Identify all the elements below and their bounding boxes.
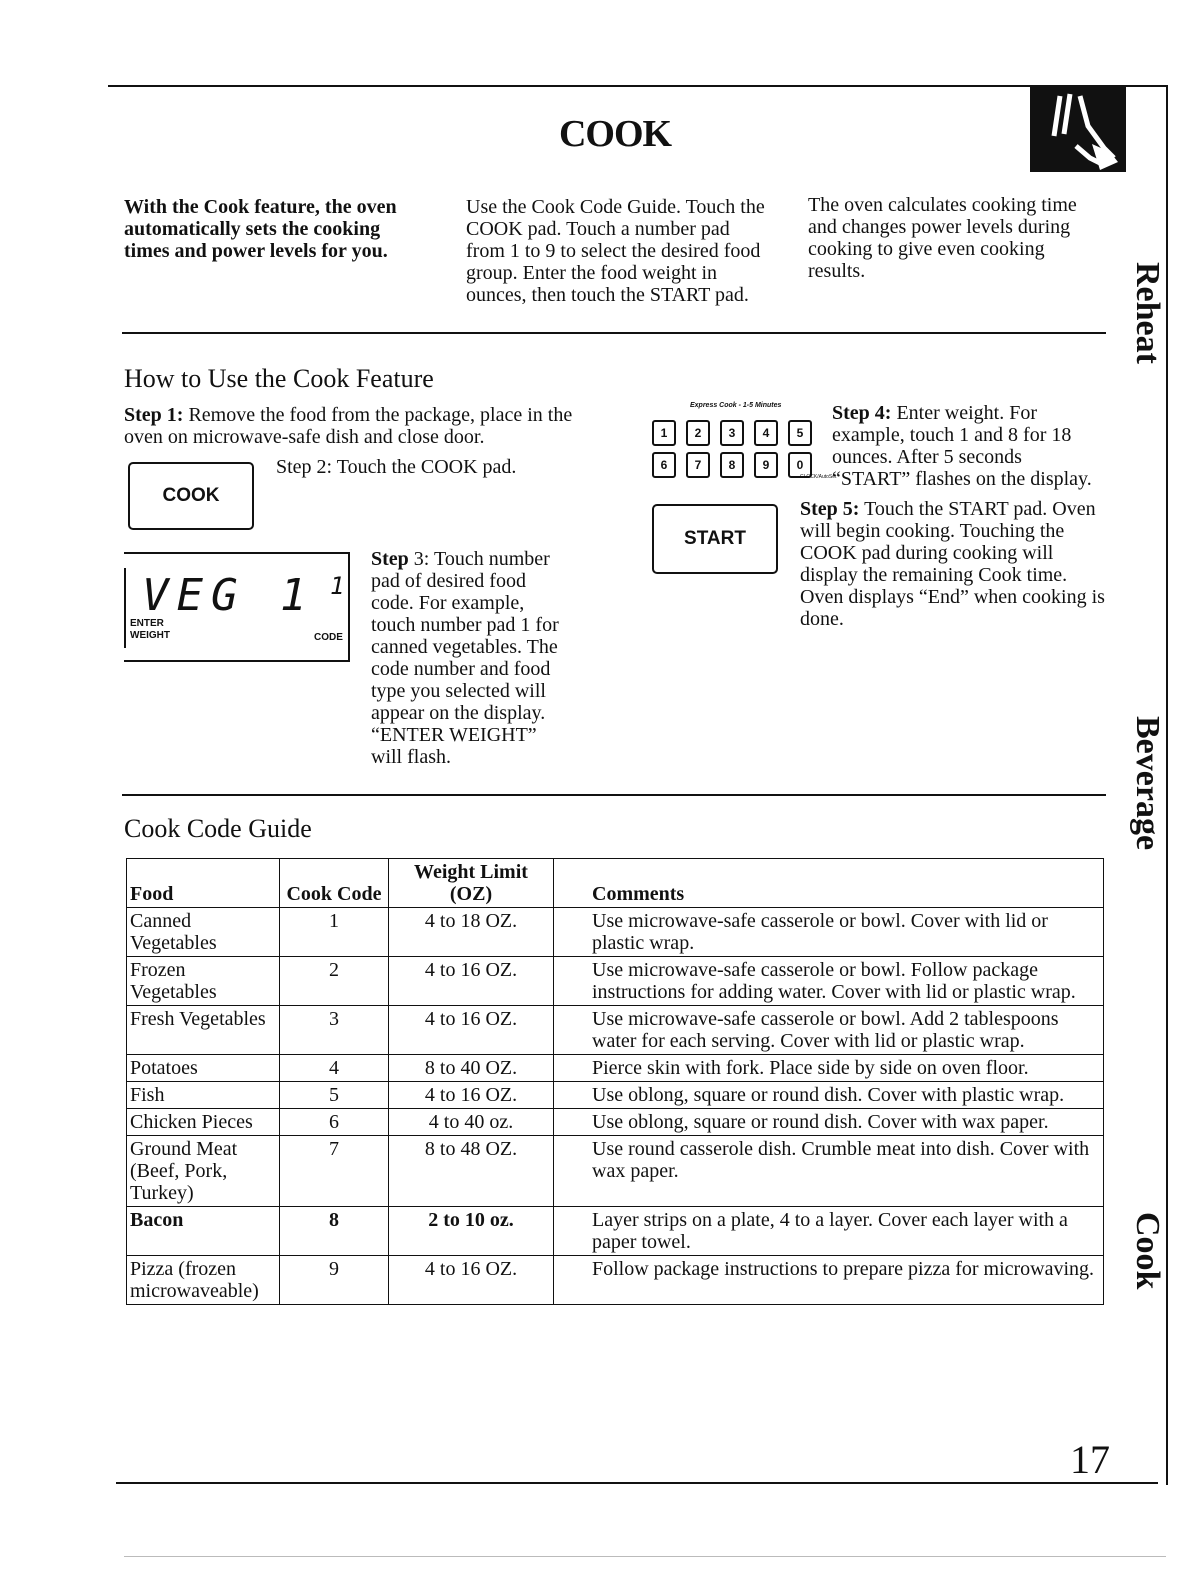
step-1-label: Step 1: — [124, 404, 184, 426]
keypad-key-4[interactable]: 4 — [754, 420, 778, 446]
header-weight-limit: Weight Limit (OZ) — [389, 859, 554, 908]
intro-column-2: Use the Cook Code Guide. Touch the COOK pad. Touch a number pad from 1 to 9 to select the desired food group. Enter the food weight in ounces, then touch the START pad. — [466, 196, 765, 306]
weight-cell: 4 to 16 OZ. — [389, 1006, 554, 1055]
weight-cell: 4 to 16 OZ. — [389, 957, 554, 1006]
weight-cell: 4 to 16 OZ. — [389, 1256, 554, 1305]
food-cell: Chicken Pieces — [127, 1109, 280, 1136]
table-row — [127, 908, 1104, 957]
table-header-row — [127, 859, 1104, 908]
comments-cell: Layer strips on a plate, 4 to a layer. Cover each layer with a paper towel. — [554, 1207, 1104, 1256]
food-cell: Bacon — [127, 1207, 280, 1256]
number-keypad — [652, 414, 822, 476]
comments-cell: Pierce skin with fork. Place side by side on oven floor. — [554, 1055, 1104, 1082]
keypad-key-9[interactable]: 9 — [754, 452, 778, 478]
start-pad[interactable] — [652, 504, 778, 574]
section-rule-1 — [122, 332, 1106, 334]
header-food: Food — [127, 859, 280, 908]
food-cell: Fish — [127, 1082, 280, 1109]
display-top-line — [124, 552, 350, 554]
table-row — [127, 1256, 1104, 1305]
food-cell: Ground Meat (Beef, Pork, Turkey) — [127, 1136, 280, 1207]
food-cell: Frozen Vegetables — [127, 957, 280, 1006]
intro-column-3: The oven calculates cooking time and changes power levels during cooking to give even cooking results. — [808, 194, 1077, 282]
hand-pressing-button-icon — [1030, 86, 1126, 172]
table-row — [127, 1136, 1104, 1207]
keypad-key-7[interactable]: 7 — [686, 452, 710, 478]
keypad-key-6[interactable]: 6 — [652, 452, 676, 478]
guide-heading: Cook Code Guide — [124, 814, 312, 843]
start-pad-label: START — [684, 528, 746, 549]
side-tab-beverage: Beverage — [1129, 716, 1166, 851]
step-3 — [371, 548, 567, 768]
comments-cell: Use microwave-safe casserole or bowl. Follow package instructions for adding water. Cover with lid or plastic wrap. — [554, 957, 1104, 1006]
display-enter-label: ENTER — [130, 618, 164, 629]
intro-column-1: With the Cook feature, the oven automatically sets the cooking times and power levels for you. — [124, 196, 397, 262]
footer-faint-rule — [124, 1556, 1166, 1557]
display-code-label: CODE — [314, 632, 343, 643]
step-5 — [800, 498, 1106, 630]
bottom-rule — [116, 1482, 1158, 1484]
keypad-subcaption: CLOCK/AutoSet — [800, 474, 837, 480]
how-to-heading: How to Use the Cook Feature — [124, 364, 434, 393]
display-main-readout: VEG 1 — [142, 570, 315, 621]
keypad-key-0[interactable]: 0 — [788, 452, 812, 478]
right-edge-rule — [1166, 85, 1168, 1485]
step-5-text: Touch the START pad. Oven will begin cooking. Touching the COOK pad during cooking will display the remaining Cook time. Oven displays “End” when cooking is done. — [800, 498, 1105, 630]
code-cell: 2 — [280, 957, 389, 1006]
weight-cell: 8 to 48 OZ. — [389, 1136, 554, 1207]
comments-cell: Use round casserole dish. Crumble meat into dish. Cover with wax paper. — [554, 1136, 1104, 1207]
step-1-text: Remove the food from the package, place in the oven on microwave-safe dish and close door. — [124, 404, 573, 448]
weight-cell: 2 to 10 oz. — [389, 1207, 554, 1256]
step-4-label: Step 4: — [832, 402, 892, 424]
code-cell: 9 — [280, 1256, 389, 1305]
code-cell: 8 — [280, 1207, 389, 1256]
code-cell: 6 — [280, 1109, 389, 1136]
keypad-key-1[interactable]: 1 — [652, 420, 676, 446]
table-row — [127, 1082, 1104, 1109]
code-cell: 3 — [280, 1006, 389, 1055]
step-3-text: 3: Touch number pad of desired food code. For example, touch number pad 1 for canned vegetables. The code number and food type you selected will appear on the display. “ENTER WEIGHT” will flash. — [371, 548, 559, 768]
code-cell: 4 — [280, 1055, 389, 1082]
section-rule-2 — [122, 794, 1106, 796]
page-number: 17 — [1070, 1437, 1110, 1482]
weight-cell: 4 to 16 OZ. — [389, 1082, 554, 1109]
cook-pad-label: COOK — [162, 485, 220, 506]
food-cell: Canned Vegetables — [127, 908, 280, 957]
cook-pad[interactable] — [128, 462, 254, 530]
keypad-key-2[interactable]: 2 — [686, 420, 710, 446]
step-2: Step 2: Touch the COOK pad. — [276, 456, 517, 478]
food-cell: Potatoes — [127, 1055, 280, 1082]
table-row — [127, 1109, 1104, 1136]
food-cell: Fresh Vegetables — [127, 1006, 280, 1055]
comments-cell: Use oblong, square or round dish. Cover with wax paper. — [554, 1109, 1104, 1136]
side-tab-cook: Cook — [1129, 1212, 1166, 1290]
keypad-key-3[interactable]: 3 — [720, 420, 744, 446]
header-comments: Comments — [554, 859, 1104, 908]
step-1 — [124, 404, 574, 448]
weight-cell: 4 to 18 OZ. — [389, 908, 554, 957]
comments-cell: Use microwave-safe casserole or bowl. Cover with lid or plastic wrap. — [554, 908, 1104, 957]
table-row — [127, 1207, 1104, 1256]
comments-cell: Use oblong, square or round dish. Cover with plastic wrap. — [554, 1082, 1104, 1109]
step-4-text: Enter weight. For example, touch 1 and 8 for 18 ounces. After 5 seconds “START” flashes on the display. — [832, 402, 1092, 490]
display-right-line — [348, 552, 350, 662]
cook-code-table — [126, 858, 1104, 1305]
top-rule — [108, 85, 1168, 87]
step-4 — [832, 402, 1104, 490]
keypad-caption: Express Cook - 1-5 Minutes — [690, 402, 782, 409]
display-weight-label: WEIGHT — [130, 630, 170, 641]
food-cell: Pizza (frozen microwaveable) — [127, 1256, 280, 1305]
table-row — [127, 1055, 1104, 1082]
keypad-key-8[interactable]: 8 — [720, 452, 744, 478]
header-cook-code: Cook Code — [280, 859, 389, 908]
step-5-label: Step 5: — [800, 498, 860, 520]
oven-display — [124, 552, 350, 662]
step-3-label: Step — [371, 548, 409, 570]
page-title: COOK — [558, 113, 672, 155]
code-cell: 5 — [280, 1082, 389, 1109]
keypad-key-5[interactable]: 5 — [788, 420, 812, 446]
weight-cell: 8 to 40 OZ. — [389, 1055, 554, 1082]
code-cell: 7 — [280, 1136, 389, 1207]
display-bottom-line — [124, 660, 350, 662]
weight-cell: 4 to 40 oz. — [389, 1109, 554, 1136]
table-row — [127, 1006, 1104, 1055]
display-code-readout: 1 — [330, 572, 345, 600]
code-cell: 1 — [280, 908, 389, 957]
comments-cell: Follow package instructions to prepare pizza for microwaving. — [554, 1256, 1104, 1305]
comments-cell: Use microwave-safe casserole or bowl. Add 2 tablespoons water for each serving. Cover with lid or plastic wrap. — [554, 1006, 1104, 1055]
display-left-line — [124, 568, 126, 648]
table-row — [127, 957, 1104, 1006]
side-tab-reheat: Reheat — [1129, 262, 1166, 364]
